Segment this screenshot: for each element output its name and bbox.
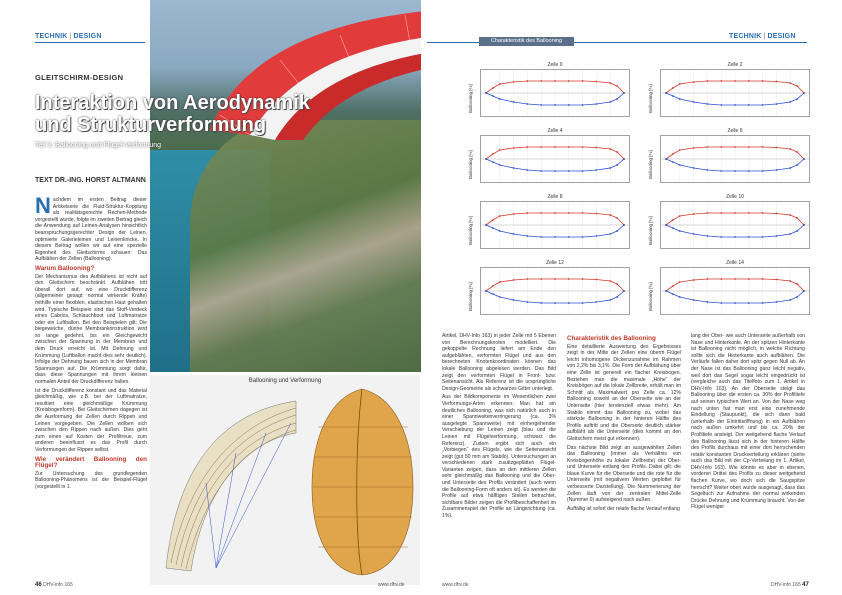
section-header-right: TECHNIK | DESIGN	[729, 33, 796, 40]
data-point	[720, 278, 722, 280]
data-point	[789, 101, 791, 103]
data-point	[748, 80, 750, 82]
data-point	[796, 151, 798, 153]
data-point	[748, 104, 750, 106]
data-point	[554, 302, 556, 304]
data-point	[499, 164, 501, 166]
ballooning-plot	[648, 128, 810, 183]
data-point	[707, 235, 709, 237]
plot-title: Zelle 10	[726, 194, 744, 200]
ballooning-plot	[468, 194, 630, 249]
data-point	[513, 147, 515, 149]
data-point	[554, 170, 556, 172]
title-line-2: und Strukturverformung	[35, 114, 267, 136]
issue-label: DHV-info 165	[771, 582, 801, 588]
article-subtitle: Teil 3: Ballooning und Flügel-Verformung	[35, 142, 162, 149]
data-point	[596, 279, 598, 281]
footer-right	[771, 582, 809, 588]
data-point	[554, 80, 556, 82]
data-point	[672, 285, 674, 287]
data-point	[789, 167, 791, 169]
data-point	[720, 236, 722, 238]
data-point	[672, 219, 674, 221]
data-point	[796, 296, 798, 298]
data-point	[568, 278, 570, 280]
data-point	[803, 224, 805, 226]
data-point	[616, 217, 618, 219]
data-point	[582, 104, 584, 106]
ballooning-plot	[648, 260, 810, 315]
data-point	[582, 278, 584, 280]
data-point	[527, 80, 529, 82]
data-point	[762, 236, 764, 238]
dropcap: N	[35, 193, 51, 218]
kicker: GLEITSCHIRM-DESIGN	[35, 73, 124, 82]
y-axis-label: Ballooning [%]	[468, 282, 473, 311]
data-point	[789, 82, 791, 84]
data-point	[513, 167, 515, 169]
intro-paragraph: Nachdem im ersten Beitrag dieser Artikelserie die Fluid-Struktur-Kopplung als realitätsgerechte Rechen-Methode vorgestellt wurde, folgte im zweiten Beitrag gleich die Anwendung auf Leinen-Analysen hinsichtlich beanspruchungsgerechter Design der Leinen, optimierte Galerieleinen und Leinenknicke. In diesem Beitrag wollen wir auf eine spezielle Eigenheit des Gleitschirms schauen: Das Aufblähen der Zellen (Ballooning).	[35, 193, 147, 263]
data-point	[776, 169, 778, 171]
data-point	[789, 233, 791, 235]
data-point	[540, 302, 542, 304]
paraglider-photo	[150, 0, 421, 372]
header-rule	[35, 42, 145, 43]
data-point	[762, 212, 764, 214]
right-column-1	[442, 333, 556, 522]
data-point	[623, 224, 625, 226]
plot-canvas	[480, 267, 630, 315]
plot-title: Zelle 8	[547, 194, 563, 200]
data-point	[596, 301, 598, 303]
data-point	[679, 149, 681, 151]
plot-title: Zelle 0	[547, 62, 563, 68]
data-point	[748, 170, 750, 172]
data-point	[707, 80, 709, 82]
data-point	[609, 233, 611, 235]
data-point	[568, 236, 570, 238]
section-header-left: TECHNIK | DESIGN	[35, 33, 102, 40]
data-point	[707, 278, 709, 280]
data-point	[665, 158, 667, 160]
data-point	[499, 230, 501, 232]
data-point	[582, 236, 584, 238]
ballooning-plot	[648, 62, 810, 117]
plot-canvas	[660, 267, 810, 315]
data-point	[776, 301, 778, 303]
data-point	[492, 219, 494, 221]
data-point	[596, 81, 598, 83]
data-point	[720, 146, 722, 148]
heading-charakteristik: Charakteristik des Ballooning	[567, 335, 656, 342]
data-point	[568, 170, 570, 172]
data-point	[672, 293, 674, 295]
data-point	[492, 153, 494, 155]
data-point	[796, 217, 798, 219]
data-point	[554, 104, 556, 106]
paragraph: lang der Ober- wie auch Unterseite außerhalb von Nase und Hinterkante. An der spitzen Hinterkante ist Ballooning nicht möglich, in welche Richtung sollte sich die Hinterkante auch aufblähen. Die Verläufe fallen daher dort spitz gegen Null ab. An der Nase ist das Ballooning ganz leicht negativ, weil dort das Segel sogar leicht eingedrückt ist (vergleiche auch das Titelfoto zum 1. Artikel in DHV-Info 163). An der Oberseite steigt das Ballooning über die ersten ca. 30% der Profiltiefe auf seinen typischen Wert an. Von der Nase weg nach unten hat man erst eine zunehmende Eindellung (Staupunkt), die sich dann bald (unterhalb der Eintrittsöffnung) in ein Aufblähen nach außen umkehrt und bis ca. 20% der Profiltiefe ansteigt. Der weitgehend flache Verlauf des Ballooning lässt sich in der hinteren Hälfte des Profils durchaus mit einer dort herrschenden relativ konstanten Druckverteilung erklären (siehe auch das Bild mit der Cp-Verteilung im 1. Artikel, DHV-Info 163). Wie könnte es aber in ebenen, vorderen Drittel des Profils zu dieser weitgehend flachen Kurve, wo doch sich die Saugspitze herrscht? Weiter oben wurde ausgesagt, dass das Segeltuch zur Aufnahme der normal wirkenden Drücke Dehnung und Krümmung braucht. Von der Flügel weniger	[691, 333, 805, 511]
data-point	[540, 170, 542, 172]
data-point	[707, 103, 709, 105]
figure-caption: Ballooning und Verformung	[248, 378, 322, 384]
data-point	[609, 82, 611, 84]
paragraph: Der Mechanismus des Aufblähens ist nicht auf den Gleitschirm beschränkt. Aufblähen tritt überall dort auf, wo eine Druckdifferenz (allgemeiner gesagt: normal wirkende Kräfte) mithilfe einer flexiblen, elastischen Haut gehalten wird. Typische Beispiele sind das Stoff-Verdeck eines Cabrios, Schlauchboot und Luftmatratze oder ein Luftballon. Bei den Beispielen gilt: Die biegeweiche, dünne Membrankonstruktion wird so lange gedehnt, bis ein Gleichgewicht zwischen der Spannung in der Membran und dem Druck erreicht ist. Mit Dehnung und Krümmung (Luftballon macht dies sehr deutlich). Infolge der Dehnung bauen sich in der Membran Spannungen auf. Die Krümmung sorgt dafür, dass diese Spannungen mit ihrem kleinen normalen Anteil der Druckdifferenz halten.	[35, 273, 147, 386]
data-point	[492, 227, 494, 229]
data-point	[527, 301, 529, 303]
data-point	[776, 103, 778, 105]
data-point	[596, 103, 598, 105]
plot-title: Zelle 2	[727, 62, 743, 68]
data-point	[693, 233, 695, 235]
ballooning-plot	[468, 62, 630, 117]
data-point	[485, 92, 487, 94]
wing-cutaway-diagram	[310, 387, 415, 577]
data-point	[527, 103, 529, 105]
section-sub-label: DESIGN	[73, 33, 102, 40]
data-point	[540, 236, 542, 238]
plot-title: Zelle 6	[727, 128, 743, 134]
paragraph: Zur Untersuchung des grundlegenden Ballooning-Phänomens ist der Beispiel-Flügel (vorgestellt in 1.	[35, 470, 147, 490]
data-point	[513, 213, 515, 215]
data-point	[623, 92, 625, 94]
data-point	[582, 212, 584, 214]
data-point	[734, 212, 736, 214]
data-point	[679, 164, 681, 166]
data-point	[554, 212, 556, 214]
y-axis-label: Ballooning [%]	[648, 282, 653, 311]
data-point	[527, 146, 529, 148]
data-point	[707, 169, 709, 171]
data-point	[762, 302, 764, 304]
ballooning-plot	[468, 260, 630, 315]
data-point	[499, 83, 501, 85]
data-point	[672, 95, 674, 97]
data-point	[616, 296, 618, 298]
data-point	[616, 164, 618, 166]
data-point	[616, 85, 618, 87]
data-point	[665, 290, 667, 292]
data-point	[665, 92, 667, 94]
ballooning-chart-grid	[422, 47, 832, 332]
data-point	[707, 212, 709, 214]
data-point	[499, 98, 501, 100]
plot-title: Zelle 4	[547, 128, 563, 134]
data-point	[492, 161, 494, 163]
data-point	[616, 151, 618, 153]
data-point	[554, 236, 556, 238]
data-point	[679, 296, 681, 298]
y-axis-label: Ballooning [%]	[468, 84, 473, 113]
data-point	[789, 214, 791, 216]
data-point	[693, 279, 695, 281]
data-point	[616, 230, 618, 232]
data-point	[513, 81, 515, 83]
data-point	[720, 212, 722, 214]
data-point	[803, 290, 805, 292]
data-point	[734, 278, 736, 280]
issue-label: DHV-info 165	[43, 582, 73, 588]
data-point	[679, 98, 681, 100]
data-point	[748, 212, 750, 214]
data-point	[540, 146, 542, 148]
y-axis-label: Ballooning [%]	[648, 84, 653, 113]
data-point	[734, 146, 736, 148]
page-number: 46	[35, 582, 42, 588]
data-point	[609, 299, 611, 301]
data-point	[492, 293, 494, 295]
data-point	[527, 278, 529, 280]
data-point	[720, 170, 722, 172]
data-point	[616, 283, 618, 285]
data-point	[568, 80, 570, 82]
y-axis-label: Ballooning [%]	[468, 150, 473, 179]
data-point	[789, 148, 791, 150]
data-point	[707, 146, 709, 148]
data-point	[596, 213, 598, 215]
data-point	[748, 302, 750, 304]
data-point	[485, 158, 487, 160]
data-point	[803, 158, 805, 160]
chart-title: Charakteristik des Ballooning	[479, 37, 574, 46]
heading-warum-ballooning: Warum Ballooning?	[35, 264, 95, 272]
data-point	[672, 161, 674, 163]
data-point	[693, 81, 695, 83]
data-point	[693, 167, 695, 169]
plot-canvas	[660, 135, 810, 183]
plot-canvas	[660, 69, 810, 117]
left-column	[35, 193, 147, 493]
data-point	[672, 227, 674, 229]
data-point	[527, 235, 529, 237]
data-point	[492, 95, 494, 97]
data-point	[748, 278, 750, 280]
data-point	[693, 299, 695, 301]
data-point	[803, 92, 805, 94]
data-point	[796, 164, 798, 166]
data-point	[540, 212, 542, 214]
footer-left	[35, 582, 73, 588]
data-point	[720, 302, 722, 304]
paragraph: Das nächste Bild zeigt an ausgewählten Zellen das Ballooning (immer als Verhältnis von Kreisbogenhöhe zu lokaler Zellbreite) der Ober- und Unterseite entlang des Profils. Dabei gilt: die blaue Kurve für die Oberseite und die rote für die Unterseite (mit negativem Werten geplottet für verbesserte Darstellung). Die Nummerierung der Zellen läuft von der zentralen Mittel-Zelle (Nummer 0) aufsteigend nach außen.	[567, 444, 681, 504]
data-point	[540, 278, 542, 280]
data-point	[720, 80, 722, 82]
data-point	[616, 98, 618, 100]
page-number: 47	[802, 582, 809, 588]
data-point	[527, 169, 529, 171]
data-point	[596, 147, 598, 149]
ballooning-plot	[648, 194, 810, 249]
article-title-block	[35, 73, 335, 149]
plot-title: Zelle 12	[546, 260, 564, 266]
ballooning-plot	[468, 128, 630, 183]
data-point	[485, 224, 487, 226]
footer-url-right[interactable]: www.dhv.de	[442, 582, 469, 588]
data-point	[693, 101, 695, 103]
data-point	[554, 146, 556, 148]
data-point	[679, 230, 681, 232]
data-point	[789, 299, 791, 301]
plot-canvas	[660, 201, 810, 249]
data-point	[513, 279, 515, 281]
paragraph: Aus der Bildkomponente im Wesentlichen zwei Verformungs-Arten erkennen: Man hat ein deutliches Ballooning, was sich natürlich auch in einer Spannweitenverringerung (ca. 3% ausgelegte Spannweite) mit einhergehender Verschiebung der Leinen zeigt (blau und die Leinen mit Flügelverformung, schwarz die Referenz). Zudem ergibt sich auch ein „Vorbiegen“ des Flügels, wie die Seitenansicht zeigt (gut 50 mm am Stabilo). Untersuchungen an verschiedenen stark zusätzgeplätten Flügel-Varianten zeigen, dass an den mittleren Zellen sehr gleichmäßig das Ballooning und die Ober- und Unterseite des Profils verändert (auch wenn die Ballooning-Form oft anders ist). Es werden die Profile auf etwa hälftigen Stellen betrachtet, sichtbare Bilder zeigen die Profilbeschaffenheit im Zusammenspiel der Profile an Längsrichtung (ca. 1%).	[442, 394, 556, 520]
data-point	[609, 167, 611, 169]
data-point	[796, 85, 798, 87]
data-point	[623, 158, 625, 160]
data-point	[776, 81, 778, 83]
data-point	[789, 280, 791, 282]
section-label: TECHNIK	[729, 33, 762, 40]
data-point	[672, 153, 674, 155]
data-point	[554, 278, 556, 280]
data-point	[762, 104, 764, 106]
data-point	[796, 230, 798, 232]
data-point	[796, 283, 798, 285]
paragraph: Eine detaillierte Auswertung des Ergebnisses zeigt in der Mitte der Zellen eine überm Flügel leicht inhomogene Dickenzunahme im Rahmen von 2,2% bis 3,1%. Die Form der Aufblähung über eine Zelle ist generell ein flacher Kreisbogen. Beziehen man die maximale „Höhe“ der Kreisbögen auf die lokale Zellbreite, erhält man im Schnitt als Maximalwert pro Zelle ca. 12% Ballooning sowohl an der Oberseite wie an der Unterseite (hier tendenziell etwas mehr). Am Stabilo nimmt das Ballooning zu, wobei das stärkste Ballooning in der hinteren Hälfte des Profils auftritt und die Oberseite deutlich stärker aufbläht als die Unterseite (dies kommt an den Gleitschirm meist gut erkennen).	[567, 343, 681, 442]
heading-wie-veraendert: Wie verändert Ballooning den Flügel?	[35, 455, 147, 470]
data-point	[796, 98, 798, 100]
data-point	[568, 212, 570, 214]
data-point	[693, 213, 695, 215]
data-point	[568, 302, 570, 304]
data-point	[734, 104, 736, 106]
data-point	[762, 146, 764, 148]
y-axis-label: Ballooning [%]	[648, 150, 653, 179]
data-point	[513, 101, 515, 103]
right-page	[421, 0, 842, 595]
data-point	[609, 101, 611, 103]
data-point	[776, 279, 778, 281]
data-point	[499, 149, 501, 151]
data-point	[492, 87, 494, 89]
author-line: TEXT DR.-ING. HORST ALTMANN	[35, 177, 146, 184]
footer-url-left[interactable]: www.dhv.de	[378, 582, 405, 588]
data-point	[679, 83, 681, 85]
article-title	[35, 92, 335, 136]
plot-canvas	[480, 69, 630, 117]
y-axis-label: Ballooning [%]	[648, 216, 653, 245]
data-point	[679, 215, 681, 217]
data-point	[609, 280, 611, 282]
section-sub-label: DESIGN	[767, 33, 796, 40]
data-point	[776, 235, 778, 237]
paragraph: Auffällig ist sofort der relativ flache Verlauf entlang	[567, 505, 680, 512]
data-point	[582, 170, 584, 172]
data-point	[762, 278, 764, 280]
data-point	[609, 148, 611, 150]
data-point	[513, 233, 515, 235]
data-point	[499, 215, 501, 217]
data-point	[596, 235, 598, 237]
data-point	[679, 281, 681, 283]
y-axis-label: Ballooning [%]	[468, 216, 473, 245]
data-point	[582, 302, 584, 304]
data-point	[665, 224, 667, 226]
right-column-2	[567, 333, 681, 514]
data-point	[707, 301, 709, 303]
plot-title: Zelle 14	[726, 260, 744, 266]
data-point	[693, 147, 695, 149]
data-point	[492, 285, 494, 287]
data-point	[762, 80, 764, 82]
data-point	[582, 80, 584, 82]
data-point	[734, 80, 736, 82]
data-point	[513, 299, 515, 301]
plot-canvas	[480, 201, 630, 249]
data-point	[568, 146, 570, 148]
data-point	[720, 104, 722, 106]
data-point	[527, 212, 529, 214]
right-column-3	[691, 333, 805, 513]
section-label: TECHNIK	[35, 33, 68, 40]
data-point	[485, 290, 487, 292]
plot-canvas	[480, 135, 630, 183]
data-point	[568, 104, 570, 106]
data-point	[672, 87, 674, 89]
data-point	[596, 169, 598, 171]
figure-ballooning	[150, 375, 420, 585]
data-point	[609, 214, 611, 216]
data-point	[734, 170, 736, 172]
data-point	[540, 80, 542, 82]
wing-structure-diagram	[156, 393, 306, 573]
data-point	[776, 213, 778, 215]
data-point	[748, 236, 750, 238]
data-point	[582, 146, 584, 148]
title-line-1: Interaktion von Aerodynamik	[35, 92, 310, 114]
paragraph: Artikel, DHV-Info 163) in jeder Zelle mit 5 Ebenen von Berechnungsknoten modelliert. Die gekoppelte Rechnung liefert am Ende den aufgeblähten, verformten Flügel und aus den berechneten Knotenkoordinaten können das lokale Ballooning abgelesen werden. Das Bild zeigt den verformten Flügel in Front- bzw. Seitenansicht. Als Referenz ist die ursprüngliche Design-Geometrie als schwarzes Gitter unterlegt.	[442, 333, 556, 392]
data-point	[540, 104, 542, 106]
data-point	[776, 147, 778, 149]
data-point	[499, 281, 501, 283]
paragraph: Ist die Druckdifferenz konstant und das Material gleichmäßig, wie z.B. bei der Luftmatratze, resultiert eine gleichmäßige Krümmung (Kreisbogenform). Bei Gleitschirmen dagegen ist die Ausformung der Zellen durch Rippen und Leinen vorgegeben. Die Zellen wölben sich zwischen den Rippen nach außen. Dies geht zum einen auf Kosten der Profiltreue, zum anderen beeinflusst es das Profil durch Verformungen der Rippen selbst.	[35, 387, 147, 453]
data-point	[623, 290, 625, 292]
data-point	[762, 170, 764, 172]
data-point	[734, 302, 736, 304]
data-point	[748, 146, 750, 148]
data-point	[499, 296, 501, 298]
data-point	[734, 236, 736, 238]
